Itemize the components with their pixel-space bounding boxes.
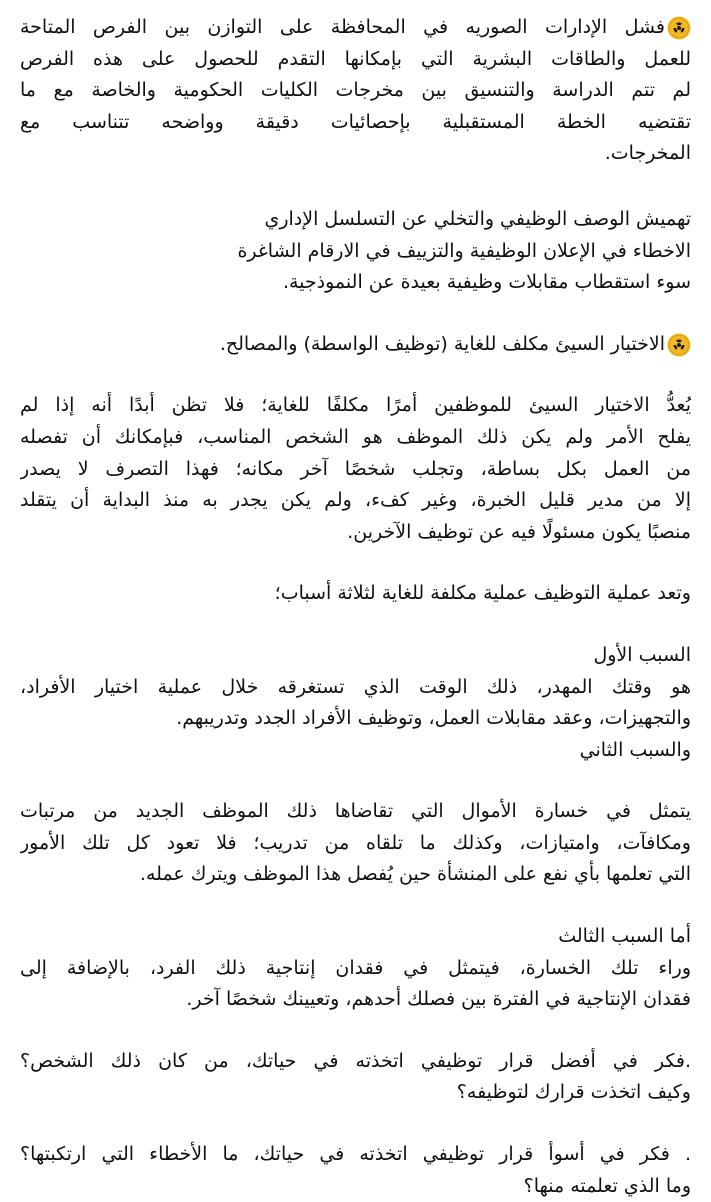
text-line: والسبب الثاني	[579, 738, 691, 761]
text-line: وتعد عملية التوظيف عملية مكلفة للغاية لثلاثة أسباب؛	[274, 582, 691, 605]
text-line: سوء استقطاب مقابلات وظيفية بعيدة عن النموذجية.	[282, 271, 691, 294]
text-line: إلا من مدير قليل الخبرة، وغير كفء، ولم يكن يجدر به منذ البداية أن يتقلد	[20, 489, 691, 512]
paragraph-first-reason	[20, 640, 691, 766]
text-line: تهميش الوصف الوظيفي والتخلي عن التسلسل الإداري	[264, 207, 691, 230]
paragraph-bad-hiring-cost	[20, 390, 691, 548]
text-line: وكيف اتخذت قرارك لتوظيفه؟	[456, 1081, 691, 1104]
text-line: فقدان الإنتاجية في الفترة بين فصلك أحدهم، وتعيينك شخصًا آخر.	[186, 988, 691, 1011]
text-line: وراء تلك الخسارة، فيتمثل في فقدان إنتاجية ذلك الفرد، بالإضافة إلى	[20, 956, 691, 979]
text-line: . فكر في أسوأ قرار توظيفي اتخذته في حياتك، ما الأخطاء التي ارتكبتها؟	[20, 1143, 691, 1166]
text-line: والتجهيزات، وعقد مقابلات العمل، وتوظيف الأفراد الجدد وتدريبهم.	[176, 707, 691, 730]
radioactive-icon	[667, 333, 691, 357]
text-line: يتمثل في خسارة الأموال التي تقاضاها ذلك الموظف الجديد من مرتبات	[20, 800, 691, 823]
paragraph-third-reason	[20, 921, 691, 1016]
text-line: يُعدُّ الاختيار السيئ للموظفين أمرًا مكلفًا للغاية؛ فلا تظن أبدًا أنه إذا لم	[20, 394, 691, 417]
text-line: فشل الإدارات الصوريه في المحافظة على التوازن بين الفرص المتاحة	[20, 16, 665, 38]
radioactive-icon	[667, 16, 691, 40]
heading-line	[20, 329, 691, 361]
text-line: الاختيار السيئ مكلف للغاية (توظيف الواسطة) والمصالح.	[219, 332, 665, 355]
text-line: هو وقتك المهدر، ذلك الوقت الذي تستغرقه خلال عملية اختيار الأفراد،	[20, 675, 691, 698]
text-line: لم تتم الدراسة والتنسيق بين مخرجات الكليات الحكومية والخاصة مع ما	[20, 79, 691, 102]
text-line: ومكافآت، وامتيازات، وكذلك ما تلقاه من تدريب؛ فلا تعود كل تلك الأمور	[20, 831, 691, 854]
text-line: من العمل بكل بساطة، وتجلب شخصًا آخر مكانه؛ فهذا التصرف لا يصدر	[20, 457, 691, 480]
paragraph-hr-issues	[20, 204, 691, 299]
paragraph-worst-hiring-question	[20, 1139, 691, 1202]
paragraph-three-reasons	[20, 578, 691, 610]
paragraph-failure-of-administrations	[20, 12, 691, 170]
paragraph-bad-choice-heading	[20, 329, 691, 361]
text-line: أما السبب الثالث	[558, 925, 691, 948]
paragraph-second-reason	[20, 796, 691, 891]
text-line: وما الذي تعلمته منها؟	[523, 1174, 691, 1197]
text-line: .فكر في أفضل قرار توظيفي اتخذته في حياتك، من كان ذلك الشخص؟	[20, 1049, 691, 1072]
text-line: السبب الأول	[593, 643, 691, 666]
heading-line	[20, 12, 691, 44]
paragraph-best-hiring-question	[20, 1046, 691, 1109]
text-line: منصبًا يكون مسئولًا فيه عن توظيف الآخرين.	[347, 520, 691, 543]
text-line: يفلح الأمر ولم يكن ذلك الموظف هو الشخص المناسب، فبإمكانك أن تفصله	[20, 425, 691, 448]
text-line: الاخطاء في الإعلان الوظيفية والتزييف في الارقام الشاغرة	[237, 239, 691, 262]
text-line: المخرجات.	[604, 142, 691, 165]
text-line: للعمل والطاقات البشرية التي بإمكانها التقدم للحصول على هذه الفرص	[20, 47, 691, 70]
text-line: التي تعلمها بأي نفع على المنشأة حين يُفصل هذا الموظف ويترك عمله.	[139, 863, 691, 886]
text-line: تقتضيه الخطة المستقبلية بإحصائيات دقيقة وواضحه تتناسب مع	[20, 110, 691, 133]
